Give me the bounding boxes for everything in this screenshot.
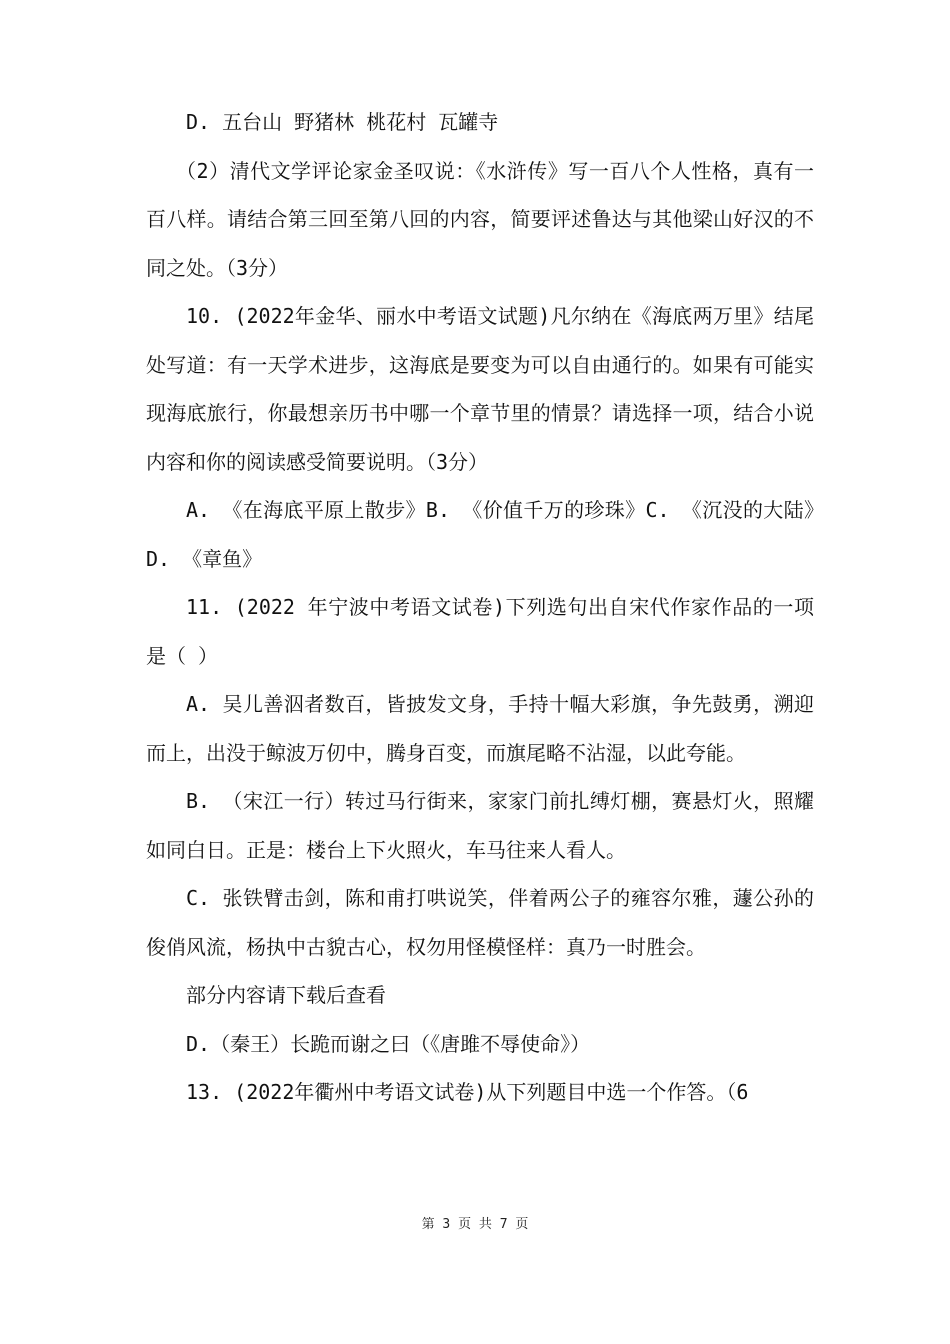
question-10: 10. (2022年金华、丽水中考语文试题)凡尔纳在《海底两万里》结尾处写道：有一天学术进步，这海底是要变为可以自由通行的。如果有可能实现海底旅行，你最想亲历书中哪一个章节里的情景？请选择一项，结合小说内容和你的阅读感受简要说明。（3分） <box>146 304 814 474</box>
page-number-footer: 第 3 页 共 7 页 <box>421 1217 529 1232</box>
question-11-option-b: B. （宋江一行）转过马行街来，家家门前扎缚灯棚，赛悬灯火，照耀如同白日。正是：楼台上下火照火，车马往来人看人。 <box>146 789 814 862</box>
question-10-options: A. 《在海底平原上散步》B. 《价值千万的珍珠》C. 《沉没的大陆》D. 《章鱼》 <box>146 498 814 571</box>
question-13: 13. (2022年衢州中考语文试卷)从下列题目中选一个作答。（6 <box>186 1080 749 1104</box>
document-body <box>146 98 814 1117</box>
question-11: 11. (2022 年宁波中考语文试卷)下列选句出自宋代作家作品的一项是（ ） <box>146 595 814 668</box>
question-9-part-2: （2）清代文学评论家金圣叹说：《水浒传》写一百八个人性格，真有一百八样。请结合第三回至第八回的内容，简要评述鲁达与其他梁山好汉的不同之处。（3分） <box>146 158 814 280</box>
question-11-option-a: A. 吴儿善泅者数百，皆披发文身，手持十幅大彩旗，争先鼓勇，溯迎而上，出没于鲸波万仞中，腾身百变，而旗尾略不沾湿，以此夸能。 <box>146 692 814 765</box>
question-11-option-c: C. 张铁臂击剑，陈和甫打哄说笑，伴着两公子的雍容尔雅，蘧公孙的俊俏风流，杨执中古貌古心，权勿用怪模怪样：真乃一时胜会。 <box>146 886 814 959</box>
option-d-places: D. 五台山 野猪林 桃花村 瓦罐寺 <box>186 110 499 134</box>
question-12-option-d: D.（秦王）长跪而谢之曰（《唐雎不辱使命》） <box>186 1031 591 1056</box>
download-notice: 部分内容请下载后查看 <box>186 983 386 1007</box>
